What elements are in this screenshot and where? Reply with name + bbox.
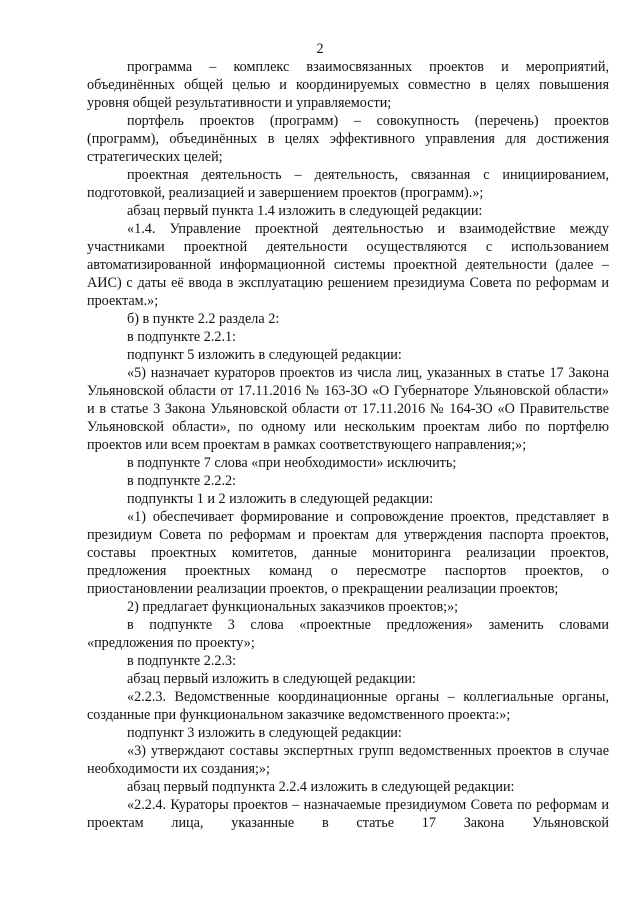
paragraph: «5) назначает кураторов проектов из числа лиц, указанных в статье 17 Закона Ульяновской области от 17.11.2016 № 163-ЗО «О Губернаторе Ульяновской области» и в статье 3 Закона Ульяновской области от 17.11.2016 № 164-ЗО «О Правительстве Ульяновской области», по одному или нескольким проектам либо по портфелю проектов или всем проектам в рамках соответствующего направления;»;	[87, 365, 609, 453]
paragraph: подпункты 1 и 2 изложить в следующей редакции:	[127, 491, 434, 507]
paragraph: «2.2.3. Ведомственные координационные органы – коллегиальные органы, созданные при функциональном заказчике ведомственного проекта:»;	[87, 689, 609, 723]
paragraph: в подпункте 3 слова «проектные предложения» заменить словами «предложения по проекту»;	[87, 617, 609, 651]
paragraph: в подпункте 2.2.2:	[127, 473, 237, 489]
paragraph: «2.2.4. Кураторы проектов – назначаемые президиумом Совета по реформам и проектам лица, указанные в статье 17 Закона Ульяновской	[87, 797, 609, 831]
paragraph: проектная деятельность – деятельность, связанная с инициированием, подготовкой, реализацией и завершением проектов (программ).»;	[87, 167, 609, 201]
paragraph: абзац первый изложить в следующей редакции:	[127, 671, 416, 687]
paragraph: «1.4. Управление проектной деятельностью и взаимодействие между участниками проектной деятельности осуществляются с использованием автоматизированной информационной системы проектной деятельности (далее – АИС) с даты её ввода в эксплуатацию решением президиума Совета по реформам и проектам.»;	[87, 221, 609, 309]
paragraph: в подпункте 7 слова «при необходимости» исключить;	[127, 455, 457, 471]
paragraph: «1) обеспечивает формирование и сопровождение проектов, представляет в президиум Совета по реформам и проектам для утверждения паспорта проектов, составы проектных комитетов, данные мониторинга реализации проектов, предложения проектных команд о пересмотре паспортов проектов, о приостановлении реализации проектов, о прекращении реализации проектов;	[87, 509, 609, 597]
paragraph: б) в пункте 2.2 раздела 2:	[127, 311, 280, 327]
paragraph: 2) предлагает функциональных заказчиков проектов;»;	[127, 599, 459, 615]
paragraph: программа – комплекс взаимосвязанных проектов и мероприятий, объединённых общей целью и координируемых совместно в целях повышения уровня общей результативности и управляемости;	[87, 59, 609, 111]
paragraph: портфель проектов (программ) – совокупность (перечень) проектов (программ), объединённых в целях эффективного управления для достижения стратегических целей;	[87, 113, 609, 165]
paragraph: абзац первый подпункта 2.2.4 изложить в следующей редакции:	[127, 779, 515, 795]
paragraph: в подпункте 2.2.3:	[127, 653, 237, 669]
page-number: 2	[316, 41, 324, 57]
document-body	[87, 58, 609, 832]
paragraph: в подпункте 2.2.1:	[127, 329, 237, 345]
paragraph: «3) утверждают составы экспертных групп ведомственных проектов в случае необходимости их создания;»;	[87, 743, 609, 777]
paragraph: абзац первый пункта 1.4 изложить в следующей редакции:	[127, 203, 483, 219]
paragraph: подпункт 5 изложить в следующей редакции:	[127, 347, 402, 363]
paragraph: подпункт 3 изложить в следующей редакции:	[127, 725, 402, 741]
